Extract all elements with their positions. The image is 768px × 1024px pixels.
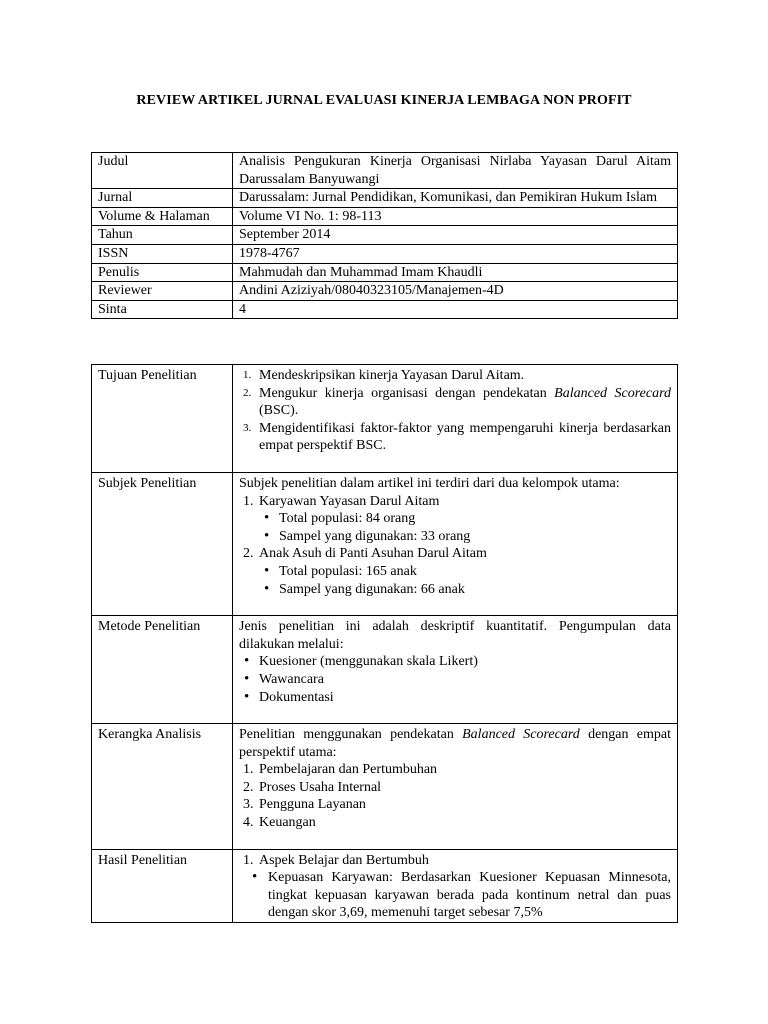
list-text: Keuangan [259,815,316,831]
section-label: Kerangka Analisis [92,724,233,850]
subjek-intro: Subjek penelitian dalam artikel ini terdiri dari dua kelompok utama: [239,475,620,491]
section-content [233,472,678,615]
list-item [239,420,671,455]
intro-text: dengan empat perspektif utama: [239,727,671,760]
table-row-tujuan [92,365,678,473]
list-item: • Total populasi: 84 orang [259,510,671,528]
document-title: REVIEW ARTIKEL JURNAL EVALUASI KINERJA LEMBAGA NON PROFIT [136,93,632,108]
list-text: Karyawan Yayasan Darul Aitam [259,493,440,509]
table-row [92,189,678,208]
kerangka-list [239,761,671,831]
section-label: Tujuan Penelitian [92,365,233,473]
list-item [239,385,671,420]
list-item [239,852,671,870]
meta-value: Andini Aziziyah/08040323105/Manajemen-4D [233,282,678,301]
list-number: 2. [243,546,254,562]
list-number: 3. [243,797,254,813]
meta-value: Analisis Pengukuran Kinerja Organisasi Nirlaba Yayasan Darul Aitam Darussalam Banyuwangi [233,153,678,189]
metode-intro: Jenis penelitian ini adalah deskriptif kuantitatif. Pengumpulan data dilakukan melalui: [239,619,671,652]
list-text: Proses Usaha Internal [259,779,382,795]
kerangka-intro [239,726,671,761]
list-text-emphasis: Balanced Scorecard [554,385,671,401]
list-item: • Sampel yang digunakan: 66 anak [259,581,671,599]
list-item [239,779,671,797]
review-table [91,364,678,923]
table-row [92,226,678,245]
table-row-hasil [92,849,678,922]
table-row [92,282,678,301]
intro-text: Penelitian menggunakan pendekatan [239,727,463,743]
tujuan-list [239,367,671,455]
subjek-groups [239,493,671,599]
list-number: 3. [243,421,252,434]
list-number: 1. [243,852,254,868]
list-item [239,545,671,598]
list-number: 1. [243,493,254,509]
list-item [239,761,671,779]
meta-label: Tahun [92,226,233,245]
list-item: • Kuesioner (menggunakan skala Likert) [239,653,671,671]
section-content [233,365,678,473]
list-item: • Total populasi: 165 anak [259,563,671,581]
section-content [233,724,678,850]
section-content [233,849,678,922]
list-text: Pengguna Layanan [259,797,366,813]
list-item: • Wawancara [239,671,671,689]
table-row [92,207,678,226]
intro-emphasis: Balanced Scorecard [462,727,580,743]
meta-label: ISSN [92,244,233,263]
list-item [239,367,671,385]
list-item: • Dokumentasi [239,689,671,707]
list-item: • Sampel yang digunakan: 33 orang [259,528,671,546]
table-row [92,153,678,189]
table-row [92,244,678,263]
list-number: 4. [243,815,254,831]
list-text: Mengidentifikasi faktor-faktor yang mempengaruhi kinerja berdasarkan empat perspektif BSC. [259,420,671,454]
meta-value: Mahmudah dan Muhammad Imam Khaudli [233,263,678,282]
section-content [233,616,678,724]
hasil-list [239,852,671,870]
section-label: Subjek Penelitian [92,472,233,615]
list-item [239,814,671,832]
list-number: 2. [243,779,254,795]
meta-label: Jurnal [92,189,233,208]
sub-list [259,563,671,598]
section-label: Metode Penelitian [92,616,233,724]
table-row-metode [92,616,678,724]
list-number: 2. [243,386,252,399]
meta-label: Sinta [92,300,233,319]
hasil-points [239,869,671,922]
list-item [239,493,671,546]
list-number: 1. [243,762,254,778]
list-text: (BSC). [259,403,299,419]
meta-value: 4 [233,300,678,319]
list-text: Aspek Belajar dan Bertumbuh [259,852,429,868]
table-row [92,263,678,282]
list-text: Anak Asuh di Panti Asuhan Darul Aitam [259,546,487,562]
meta-value: Volume VI No. 1: 98-113 [233,207,678,226]
list-number: 1. [243,369,252,381]
list-text: Mendeskripsikan kinerja Yayasan Darul Aitam. [259,368,525,383]
list-item [239,796,671,814]
metode-list [239,653,671,706]
list-item: • Kepuasan Karyawan: Berdasarkan Kuesioner Kepuasan Minnesota, tingkat kepuasan karyawan berada pada kontinum netral dan puas dengan skor 3,69, memenuhi target sebesar 7,5% [243,869,671,922]
metadata-table [91,152,678,319]
list-text: Mengukur kinerja organisasi dengan pendekatan [259,385,555,401]
meta-value: Darussalam: Jurnal Pendidikan, Komunikasi, dan Pemikiran Hukum Islam [233,189,678,208]
table-row-kerangka [92,724,678,850]
table-row-subjek [92,472,678,615]
table-row [92,300,678,319]
section-label: Hasil Penelitian [92,849,233,922]
sub-list [259,510,671,545]
meta-value: September 2014 [233,226,678,245]
meta-value: 1978-4767 [233,244,678,263]
meta-label: Penulis [92,263,233,282]
meta-label: Judul [92,153,233,189]
meta-label: Reviewer [92,282,233,301]
meta-label: Volume & Halaman [92,207,233,226]
list-text: Pembelajaran dan Pertumbuhan [259,762,438,778]
